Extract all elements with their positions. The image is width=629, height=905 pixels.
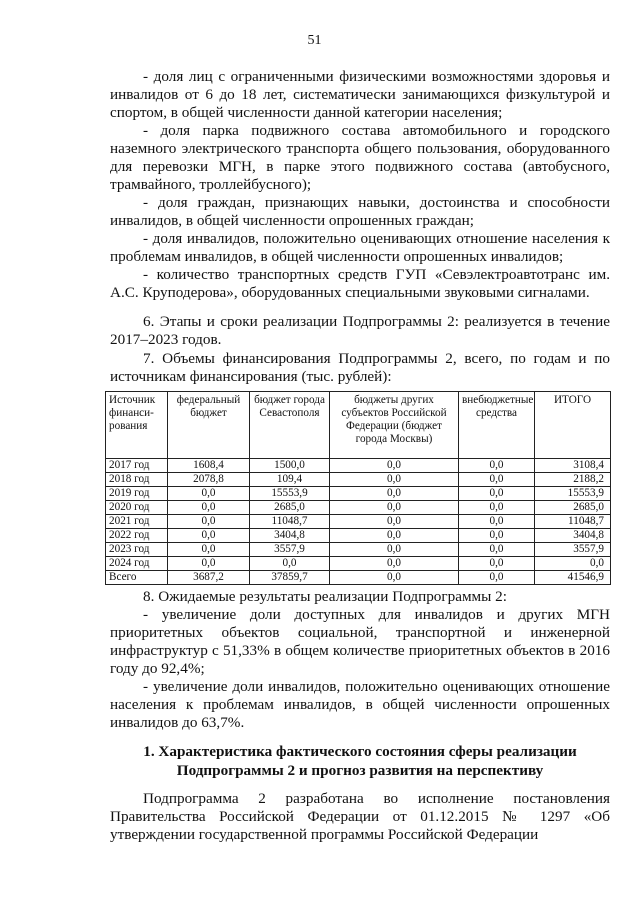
cell-total: 2188,2 (535, 473, 611, 487)
cell-sevastopol: 15553,9 (250, 487, 330, 501)
cell-extrabudget: 0,0 (459, 571, 535, 585)
cell-row-label: 2022 год (106, 529, 168, 543)
col-header-extrabudget: внебюджетные средства (459, 392, 535, 459)
cell-federal: 0,0 (168, 529, 250, 543)
cell-other-subjects: 0,0 (330, 473, 459, 487)
cell-row-label: Всего (106, 571, 168, 585)
cell-federal: 2078,8 (168, 473, 250, 487)
cell-total: 41546,9 (535, 571, 611, 585)
section-8-results: 8. Ожидаемые результаты реализации Подпрограммы 2: (143, 588, 507, 605)
cell-extrabudget: 0,0 (459, 543, 535, 557)
list-item-transport-fleet: - доля парка подвижного состава автомобильного и городского наземного электрического транспорта общего пользования, оборудованного для перевозки МГН, в парке этого подвижного состава (автобусного, трамвайного, троллейбусного); (110, 122, 610, 193)
cell-sevastopol: 1500,0 (250, 459, 330, 473)
cell-extrabudget: 0,0 (459, 557, 535, 571)
col-header-federal: федеральный бюджет (168, 392, 250, 459)
cell-other-subjects: 0,0 (330, 557, 459, 571)
cell-total: 3404,8 (535, 529, 611, 543)
closing-paragraph: Подпрограмма 2 разработана во исполнение постановления Правительства Российской Федерации от 01.12.2015 № 1297 «Об утверждении государственной программы Российской Федерации (110, 790, 610, 843)
list-item-sports: - доля лиц с ограниченными физическими возможностями здоровья и инвалидов от 6 до 18 лет, систематически занимающихся физкультурой и спортом, в общей численности данной категории населения; (110, 68, 610, 121)
cell-federal: 0,0 (168, 487, 250, 501)
list-item-disabled-assessment: - доля инвалидов, положительно оценивающих отношение населения к проблемам инвалидов, в общей численности опрошенных инвалидов; (110, 230, 610, 265)
table-header-row (106, 392, 611, 459)
section-heading-line2: Подпрограммы 2 и прогноз развития на перспективу (176, 762, 544, 779)
cell-sevastopol: 0,0 (250, 557, 330, 571)
section-7-financing: 7. Объемы финансирования Подпрограммы 2, всего, по годам и по источникам финансирования (тыс. рублей): (110, 350, 610, 385)
cell-row-label: 2021 год (106, 515, 168, 529)
table-row (106, 459, 611, 473)
col-header-source: Источник финанси-рования (106, 392, 168, 459)
result-item-assessment: - увеличение доли инвалидов, положительно оценивающих отношение населения к проблемам инвалидов, в общей численности опрошенных инвалидов до 63,7%. (110, 678, 610, 731)
cell-other-subjects: 0,0 (330, 543, 459, 557)
table-row (106, 515, 611, 529)
cell-row-label: 2017 год (106, 459, 168, 473)
cell-total: 0,0 (535, 557, 611, 571)
cell-extrabudget: 0,0 (459, 473, 535, 487)
table-row (106, 557, 611, 571)
financing-table (105, 391, 611, 585)
cell-sevastopol: 11048,7 (250, 515, 330, 529)
table-row (106, 543, 611, 557)
cell-extrabudget: 0,0 (459, 515, 535, 529)
table-row (106, 501, 611, 515)
cell-total: 3557,9 (535, 543, 611, 557)
cell-sevastopol: 37859,7 (250, 571, 330, 585)
cell-federal: 0,0 (168, 543, 250, 557)
cell-total: 15553,9 (535, 487, 611, 501)
cell-row-label: 2023 год (106, 543, 168, 557)
list-item-citizens: - доля граждан, признающих навыки, достоинства и способности инвалидов, в общей численности опрошенных граждан; (110, 194, 610, 229)
cell-row-label: 2019 год (106, 487, 168, 501)
cell-other-subjects: 0,0 (330, 571, 459, 585)
cell-federal: 0,0 (168, 515, 250, 529)
cell-total: 2685,0 (535, 501, 611, 515)
cell-sevastopol: 3404,8 (250, 529, 330, 543)
cell-other-subjects: 0,0 (330, 515, 459, 529)
cell-extrabudget: 0,0 (459, 487, 535, 501)
cell-federal: 0,0 (168, 501, 250, 515)
col-header-total: ИТОГО (535, 392, 611, 459)
cell-row-label: 2018 год (106, 473, 168, 487)
section-heading-line1: 1. Характеристика фактического состояния сферы реализации (143, 743, 577, 760)
section-6-stages: 6. Этапы и сроки реализации Подпрограммы 2: реализуется в течение 2017–2023 годов. (110, 313, 610, 348)
cell-federal: 0,0 (168, 557, 250, 571)
col-header-other-subjects: бюджеты других субъектов Российской Федерации (бюджет города Москвы) (330, 392, 459, 459)
result-item-accessibility: - увеличение доли доступных для инвалидов и других МГН приоритетных объектов социальной, транспортной и инженерной инфраструктур с 51,33% в общем количестве приоритетных объектов в 2016 году до 92,4%; (110, 606, 610, 677)
cell-other-subjects: 0,0 (330, 459, 459, 473)
section-heading (110, 742, 610, 780)
page-number: 51 (307, 33, 322, 48)
col-header-sevastopol: бюджет города Севастополя (250, 392, 330, 459)
cell-row-label: 2020 год (106, 501, 168, 515)
cell-sevastopol: 3557,9 (250, 543, 330, 557)
cell-total: 3108,4 (535, 459, 611, 473)
table-row (106, 529, 611, 543)
cell-other-subjects: 0,0 (330, 501, 459, 515)
cell-row-label: 2024 год (106, 557, 168, 571)
table-row (106, 487, 611, 501)
table-row (106, 473, 611, 487)
cell-extrabudget: 0,0 (459, 501, 535, 515)
cell-other-subjects: 0,0 (330, 529, 459, 543)
list-item-vehicles: - количество транспортных средств ГУП «Севэлектроавтотранс им. А.С. Круподерова», оборудованных специальными звуковыми сигналами. (110, 266, 610, 301)
cell-sevastopol: 2685,0 (250, 501, 330, 515)
cell-federal: 3687,2 (168, 571, 250, 585)
cell-total: 11048,7 (535, 515, 611, 529)
table-row (106, 571, 611, 585)
cell-extrabudget: 0,0 (459, 459, 535, 473)
cell-sevastopol: 109,4 (250, 473, 330, 487)
cell-other-subjects: 0,0 (330, 487, 459, 501)
cell-extrabudget: 0,0 (459, 529, 535, 543)
cell-federal: 1608,4 (168, 459, 250, 473)
